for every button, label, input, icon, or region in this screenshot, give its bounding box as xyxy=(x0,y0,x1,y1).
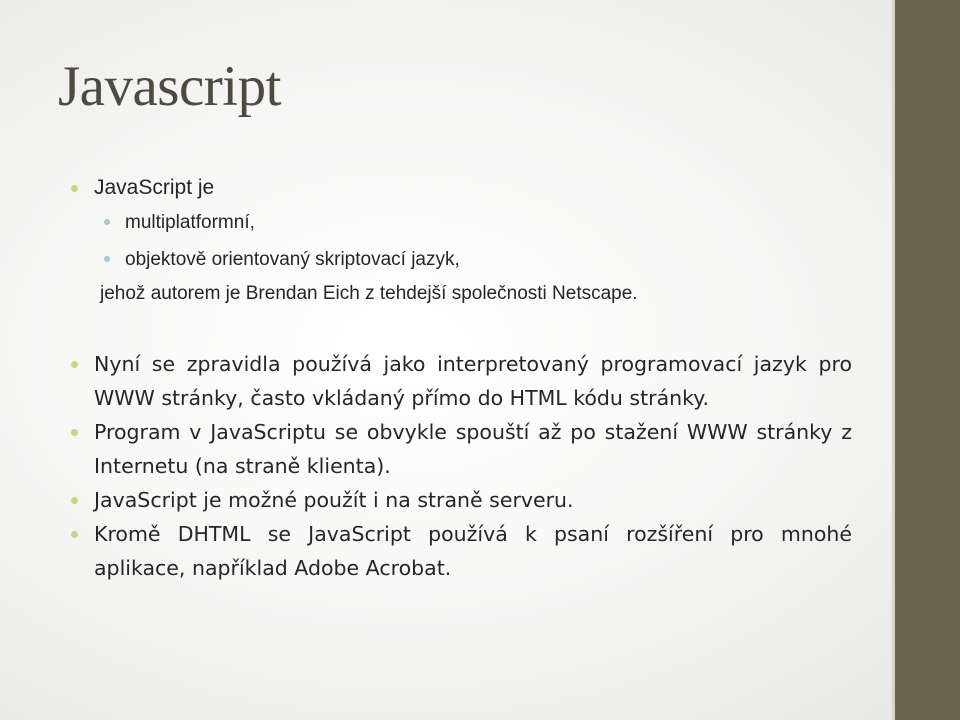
paragraph-bullet xyxy=(62,483,852,517)
sub-item-text: objektově orientovaný skriptovací jazyk, xyxy=(125,249,460,270)
paragraph-text: JavaScript je možné použít i na straně serveru. xyxy=(94,488,574,512)
spacer xyxy=(62,310,852,347)
bullet-dot-icon xyxy=(71,361,78,368)
bullet-dot-icon xyxy=(71,531,78,538)
sub-bullet-dot-icon xyxy=(104,256,110,262)
intro-bullet xyxy=(62,171,852,204)
bullet-dot-icon xyxy=(71,429,78,436)
sub-item-text: multiplatformní, xyxy=(125,212,255,233)
bullet-dot-icon xyxy=(71,185,78,192)
paragraph-bullet xyxy=(62,347,852,415)
slide-title: Javascript xyxy=(58,55,281,118)
sub-list-item xyxy=(62,204,852,241)
paragraph-text: Program v JavaScriptu se obvykle spouští až po stažení WWW stránky z Internetu (na straně klienta). xyxy=(94,420,852,478)
intro-text: JavaScript je xyxy=(94,176,215,199)
side-bar-edge xyxy=(892,0,895,720)
intro-continuation: jehož autorem je Brendan Eich z tehdejší společnosti Netscape. xyxy=(100,283,638,304)
bullet-dot-icon xyxy=(71,497,78,504)
paragraph-text: Nyní se zpravidla používá jako interpretovaný programovací jazyk pro WWW stránky, často vkládaný přímo do HTML kódu stránky. xyxy=(94,352,852,410)
sub-bullet-dot-icon xyxy=(104,219,110,225)
paragraph-bullet xyxy=(62,517,852,585)
paragraph-text: Kromě DHTML se JavaScript používá k psaní rozšíření pro mnohé aplikace, například Adobe Acrobat. xyxy=(94,522,852,580)
decorative-side-bar xyxy=(892,0,960,720)
slide-content xyxy=(62,171,852,585)
paragraph-bullet xyxy=(62,415,852,483)
intro-sub-list xyxy=(62,204,852,278)
sub-list-item xyxy=(62,241,852,278)
